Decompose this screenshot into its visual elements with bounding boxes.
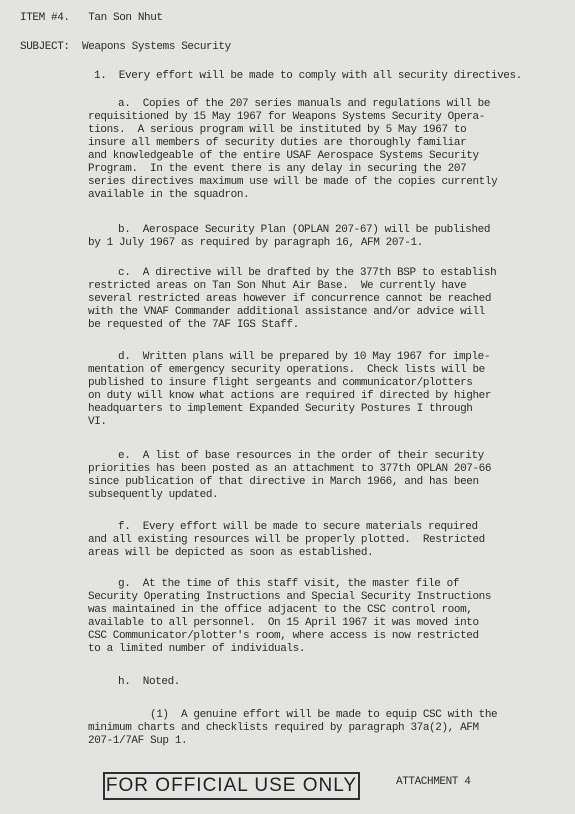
- paragraph-line: tions. A serious program will be instituted by 5 May 1967 to: [88, 124, 467, 136]
- paragraph-line: (1) A genuine effort will be made to equip CSC with the: [150, 709, 498, 721]
- paragraph-line: c. A directive will be drafted by the 377th BSP to establish: [118, 267, 497, 279]
- paragraph-line: Security Operating Instructions and Special Security Instructions: [88, 591, 492, 603]
- paragraph-line: published to insure flight sergeants and communicator/plotters: [88, 377, 473, 389]
- paragraph-line: 207-1/7AF Sup 1.: [88, 735, 188, 747]
- paragraph-line: g. At the time of this staff visit, the master file of: [118, 578, 460, 590]
- item-heading: ITEM #4. Tan Son Nhut: [20, 12, 163, 24]
- paragraph-line: areas will be depicted as soon as established.: [88, 547, 374, 559]
- paragraph-line: available to all personnel. On 15 April 1967 it was moved into: [88, 617, 479, 629]
- paragraph-line: h. Noted.: [118, 676, 181, 688]
- paragraph-line: restricted areas on Tan Son Nhut Air Base. We currently have: [88, 280, 467, 292]
- paragraph-line: be requested of the 7AF IGS Staff.: [88, 319, 299, 331]
- paragraph-line: minimum charts and checklists required by paragraph 37a(2), AFM: [88, 722, 479, 734]
- paragraph-line: f. Every effort will be made to secure materials required: [118, 521, 478, 533]
- paragraph-line: headquarters to implement Expanded Security Postures I through: [88, 403, 473, 415]
- paragraph-line: was maintained in the office adjacent to the CSC control room,: [88, 604, 473, 616]
- paragraph-line: priorities has been posted as an attachment to 377th OPLAN 207-66: [88, 463, 492, 475]
- paragraph-line: 1. Every effort will be made to comply with all security directives.: [94, 70, 522, 82]
- paragraph-line: subsequently updated.: [88, 489, 219, 501]
- paragraph-line: d. Written plans will be prepared by 10 May 1967 for imple-: [118, 351, 491, 363]
- paragraph-line: series directives maximum use will be made of the copies currently: [88, 176, 498, 188]
- paragraph-line: e. A list of base resources in the order of their security: [118, 450, 484, 462]
- paragraph-line: VI.: [88, 416, 107, 428]
- paragraph-line: by 1 July 1967 as required by paragraph 16, AFM 207-1.: [88, 237, 423, 249]
- paragraph-line: CSC Communicator/plotter's room, where access is now restricted: [88, 630, 479, 642]
- paragraph-line: several restricted areas however if concurrence cannot be reached: [88, 293, 492, 305]
- paragraph-line: Program. In the event there is any delay in securing the 207: [88, 163, 467, 175]
- paragraph-line: with the VNAF Commander additional assistance and/or advice will: [88, 306, 485, 318]
- paragraph-line: b. Aerospace Security Plan (OPLAN 207-67) will be published: [118, 224, 491, 236]
- paragraph-line: on duty will know what actions are required if directed by higher: [88, 390, 492, 402]
- attachment-label: ATTACHMENT 4: [396, 776, 471, 788]
- paragraph-line: available in the squadron.: [88, 189, 250, 201]
- paragraph-line: and all existing resources will be properly plotted. Restricted: [88, 534, 485, 546]
- paragraph-line: and knowledgeable of the entire USAF Aerospace Systems Security: [88, 150, 479, 162]
- paragraph-line: to a limited number of individuals.: [88, 643, 306, 655]
- official-use-stamp: FOR OFFICIAL USE ONLY: [103, 772, 360, 800]
- paragraph-line: a. Copies of the 207 series manuals and regulations will be: [118, 98, 491, 110]
- paragraph-line: since publication of that directive in March 1966, and has been: [88, 476, 479, 488]
- subject-line: SUBJECT: Weapons Systems Security: [20, 41, 231, 53]
- paragraph-line: mentation of emergency security operations. Check lists will be: [88, 364, 485, 376]
- paragraph-line: insure all members of security duties are thoroughly familiar: [88, 137, 467, 149]
- paragraph-line: requisitioned by 15 May 1967 for Weapons Systems Security Opera-: [88, 111, 485, 123]
